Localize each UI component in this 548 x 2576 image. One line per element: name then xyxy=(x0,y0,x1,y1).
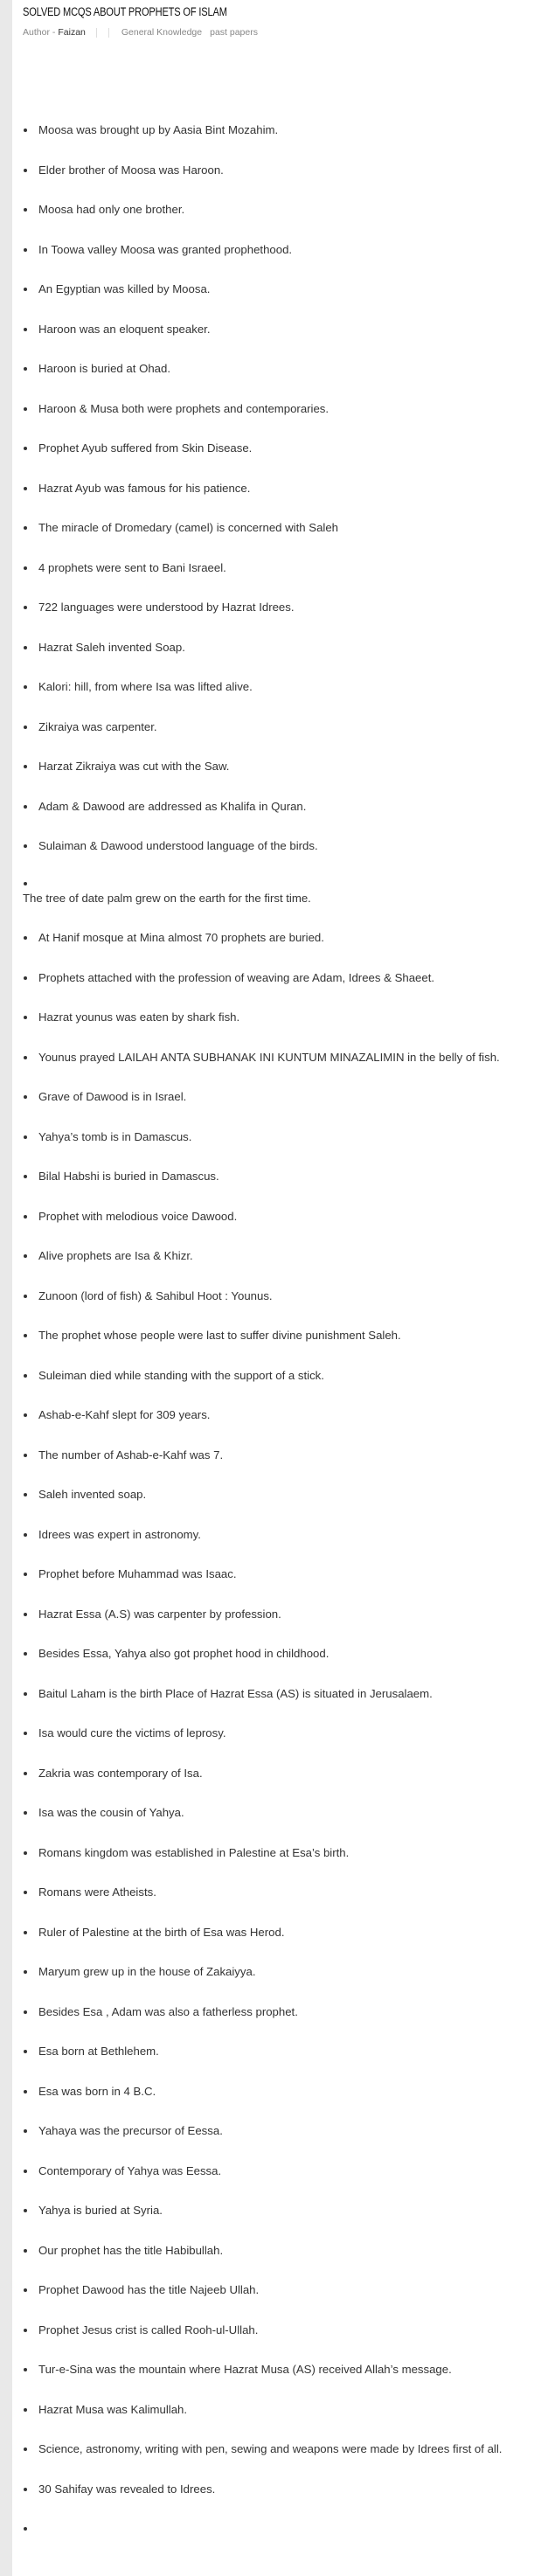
list-item xyxy=(23,1169,538,1184)
fact-text: Hazrat younus was eaten by shark fish. xyxy=(38,1010,240,1024)
list-item xyxy=(23,759,538,774)
list-item xyxy=(23,481,538,496)
fact-text: Prophet Dawood has the title Najeeb Ullah. xyxy=(38,2283,260,2296)
fact-text: The number of Ashab-e-Kahf was 7. xyxy=(38,1448,224,1462)
list-item xyxy=(23,441,538,455)
list-item xyxy=(23,122,538,137)
list-item xyxy=(23,1089,538,1104)
fact-text: Prophets attached with the profession of weaving are Adam, Idrees & Shaeet. xyxy=(38,970,435,984)
list-item xyxy=(23,2362,538,2377)
meta-divider xyxy=(108,28,109,38)
list-item xyxy=(23,1407,538,1422)
fact-text: Tur-e-Sina was the mountain where Hazrat Musa (AS) received Allah’s message. xyxy=(38,2363,452,2376)
fact-text: The miracle of Dromedary (camel) is concerned with Saleh xyxy=(38,521,339,534)
fact-text: Romans were Atheists. xyxy=(38,1885,156,1899)
list-item xyxy=(23,202,538,217)
list-item xyxy=(23,878,538,906)
list-item xyxy=(23,640,538,655)
left-gutter xyxy=(0,0,12,2576)
list-item xyxy=(23,1725,538,1740)
fact-text: Hazrat Essa (A.S) was carpenter by profession. xyxy=(38,1607,281,1621)
fact-text: Bilal Habshi is buried in Damascus. xyxy=(38,1170,219,1183)
fact-text: Baitul Laham is the birth Place of Hazrat Essa (AS) is situated in Jerusalaem. xyxy=(38,1686,433,1700)
fact-text: Prophet with melodious voice Dawood. xyxy=(38,1209,238,1223)
list-item xyxy=(23,1766,538,1781)
list-item xyxy=(23,2084,538,2099)
list-item xyxy=(23,2203,538,2218)
fact-text: 4 prophets were sent to Bani Israeel. xyxy=(38,560,226,574)
author-label: Author - xyxy=(23,27,56,38)
fact-text: Esa was born in 4 B.C. xyxy=(38,2084,156,2098)
fact-text: Zunoon (lord of fish) & Sahibul Hoot : Younus. xyxy=(38,1288,273,1302)
list-item xyxy=(23,281,538,296)
fact-text: Prophet before Muhammad was Isaac. xyxy=(38,1567,237,1580)
list-item xyxy=(23,2282,538,2297)
list-item xyxy=(23,1845,538,1860)
fact-text: Alive prophets are Isa & Khizr. xyxy=(38,1249,193,1262)
fact-text: Hazrat Ayub was famous for his patience. xyxy=(38,481,251,495)
list-item xyxy=(23,1368,538,1383)
fact-text: Besides Esa , Adam was also a fatherless prophet. xyxy=(38,2004,298,2018)
meta-divider xyxy=(96,28,97,38)
list-item xyxy=(23,2243,538,2258)
list-item xyxy=(23,1328,538,1343)
list-item xyxy=(23,1566,538,1581)
facts-list xyxy=(23,122,538,2528)
list-item xyxy=(23,2004,538,2019)
fact-text: Harzat Zikraiya was cut with the Saw. xyxy=(38,760,230,773)
fact-text: Yahaya was the precursor of Eessa. xyxy=(38,2124,223,2137)
list-item xyxy=(23,2482,538,2496)
fact-text: Isa would cure the victims of leprosy. xyxy=(38,1726,226,1739)
fact-text: Hazrat Saleh invented Soap. xyxy=(38,640,185,654)
list-item xyxy=(23,401,538,416)
article xyxy=(23,0,538,2496)
fact-text: Elder brother of Moosa was Haroon. xyxy=(38,163,224,177)
list-item xyxy=(23,242,538,257)
list-item xyxy=(23,930,538,945)
list-item xyxy=(23,2441,538,2456)
fact-text: In Toowa valley Moosa was granted prophethood. xyxy=(38,242,293,256)
list-item xyxy=(23,1686,538,1701)
list-item xyxy=(23,799,538,814)
fact-text: Haroon & Musa both were prophets and contemporaries. xyxy=(38,401,329,415)
author-link[interactable]: Faizan xyxy=(58,27,86,38)
fact-text: Yahya is buried at Syria. xyxy=(38,2204,163,2217)
list-item xyxy=(23,1925,538,1940)
list-item xyxy=(23,1607,538,1621)
list-item xyxy=(23,970,538,985)
list-item xyxy=(23,520,538,535)
fact-text: Yahya’s tomb is in Damascus. xyxy=(38,1129,192,1143)
fact-text: Sulaiman & Dawood understood language of the birds. xyxy=(38,839,318,852)
list-item xyxy=(23,1248,538,1263)
fact-text: Besides Essa, Yahya also got prophet hood in childhood. xyxy=(38,1647,329,1660)
fact-text: Kalori: hill, from where Isa was lifted alive. xyxy=(38,680,253,693)
list-item xyxy=(23,1050,538,1065)
list-item xyxy=(23,838,538,853)
fact-text: An Egyptian was killed by Moosa. xyxy=(38,282,211,295)
tag-general-knowledge[interactable]: General Knowledge xyxy=(121,27,203,38)
list-item xyxy=(23,1805,538,1820)
list-item xyxy=(23,1527,538,1542)
fact-text: Suleiman died while standing with the support of a stick. xyxy=(38,1368,324,1382)
list-item xyxy=(23,1885,538,1899)
fact-text: Zakria was contemporary of Isa. xyxy=(38,1766,203,1780)
fact-text: Prophet Ayub suffered from Skin Disease. xyxy=(38,441,253,455)
list-item xyxy=(23,2123,538,2138)
fact-text: The prophet whose people were last to suffer divine punishment Saleh. xyxy=(38,1329,401,1342)
list-item xyxy=(23,2402,538,2417)
list-item xyxy=(23,163,538,177)
list-item xyxy=(23,1646,538,1661)
fact-text: Science, astronomy, writing with pen, sewing and weapons were made by Idrees first of all. xyxy=(38,2442,503,2455)
fact-text: Hazrat Musa was Kalimullah. xyxy=(38,2402,188,2416)
fact-text: 722 languages were understood by Hazrat Idrees. xyxy=(38,601,295,614)
fact-text: Moosa had only one brother. xyxy=(38,203,185,216)
list-item xyxy=(23,1010,538,1024)
list-item xyxy=(23,2163,538,2178)
fact-text: Adam & Dawood are addressed as Khalifa in Quran. xyxy=(38,799,307,813)
list-item xyxy=(23,322,538,337)
fact-text: Isa was the cousin of Yahya. xyxy=(38,1806,184,1819)
fact-text: Zikraiya was carpenter. xyxy=(38,719,157,733)
tag-past-papers[interactable]: past papers xyxy=(210,27,258,38)
fact-text: Haroon was an eloquent speaker. xyxy=(38,322,211,336)
fact-text: Romans kingdom was established in Palestine at Esa’s birth. xyxy=(38,1845,350,1859)
list-item xyxy=(23,600,538,614)
fact-text: 30 Sahifay was revealed to Idrees. xyxy=(38,2482,216,2496)
fact-text: Our prophet has the title Habibullah. xyxy=(38,2243,224,2257)
fact-text: Grave of Dawood is in Israel. xyxy=(38,1090,187,1103)
list-item xyxy=(23,1288,538,1303)
fact-text: At Hanif mosque at Mina almost 70 prophets are buried. xyxy=(38,931,324,944)
list-item xyxy=(23,1448,538,1462)
list-item xyxy=(23,2044,538,2059)
list-item xyxy=(23,1487,538,1502)
fact-text: Contemporary of Yahya was Eessa. xyxy=(38,2163,222,2177)
post-meta xyxy=(23,27,538,38)
fact-text: Haroon is buried at Ohad. xyxy=(38,362,171,375)
list-item xyxy=(23,2521,538,2528)
fact-text: Saleh invented soap. xyxy=(38,1488,147,1501)
fact-text: Ashab-e-Kahf slept for 309 years. xyxy=(38,1408,211,1421)
fact-text: Idrees was expert in astronomy. xyxy=(38,1527,201,1541)
fact-text: Moosa was brought up by Aasia Bint Mozahim. xyxy=(38,123,279,136)
list-item xyxy=(23,1209,538,1224)
list-item xyxy=(23,560,538,575)
fact-text: Esa born at Bethlehem. xyxy=(38,2045,159,2058)
list-item xyxy=(23,679,538,694)
fact-text: The tree of date palm grew on the earth for the first time. xyxy=(23,891,311,905)
fact-text: Maryum grew up in the house of Zakaiyya. xyxy=(38,1965,256,1978)
list-item xyxy=(23,719,538,734)
list-item xyxy=(23,1964,538,1979)
fact-text: Younus prayed LAILAH ANTA SUBHANAK INI KUNTUM MINAZALIMIN in the belly of fish. xyxy=(38,1050,500,1064)
list-item xyxy=(23,1129,538,1144)
list-item xyxy=(23,2323,538,2337)
page-title: SOLVED MCQS ABOUT PROPHETS OF ISLAM xyxy=(23,5,227,18)
list-item xyxy=(23,361,538,376)
fact-text: Ruler of Palestine at the birth of Esa was Herod. xyxy=(38,1925,285,1939)
fact-text: Prophet Jesus crist is called Rooh-ul-Ullah. xyxy=(38,2323,259,2336)
